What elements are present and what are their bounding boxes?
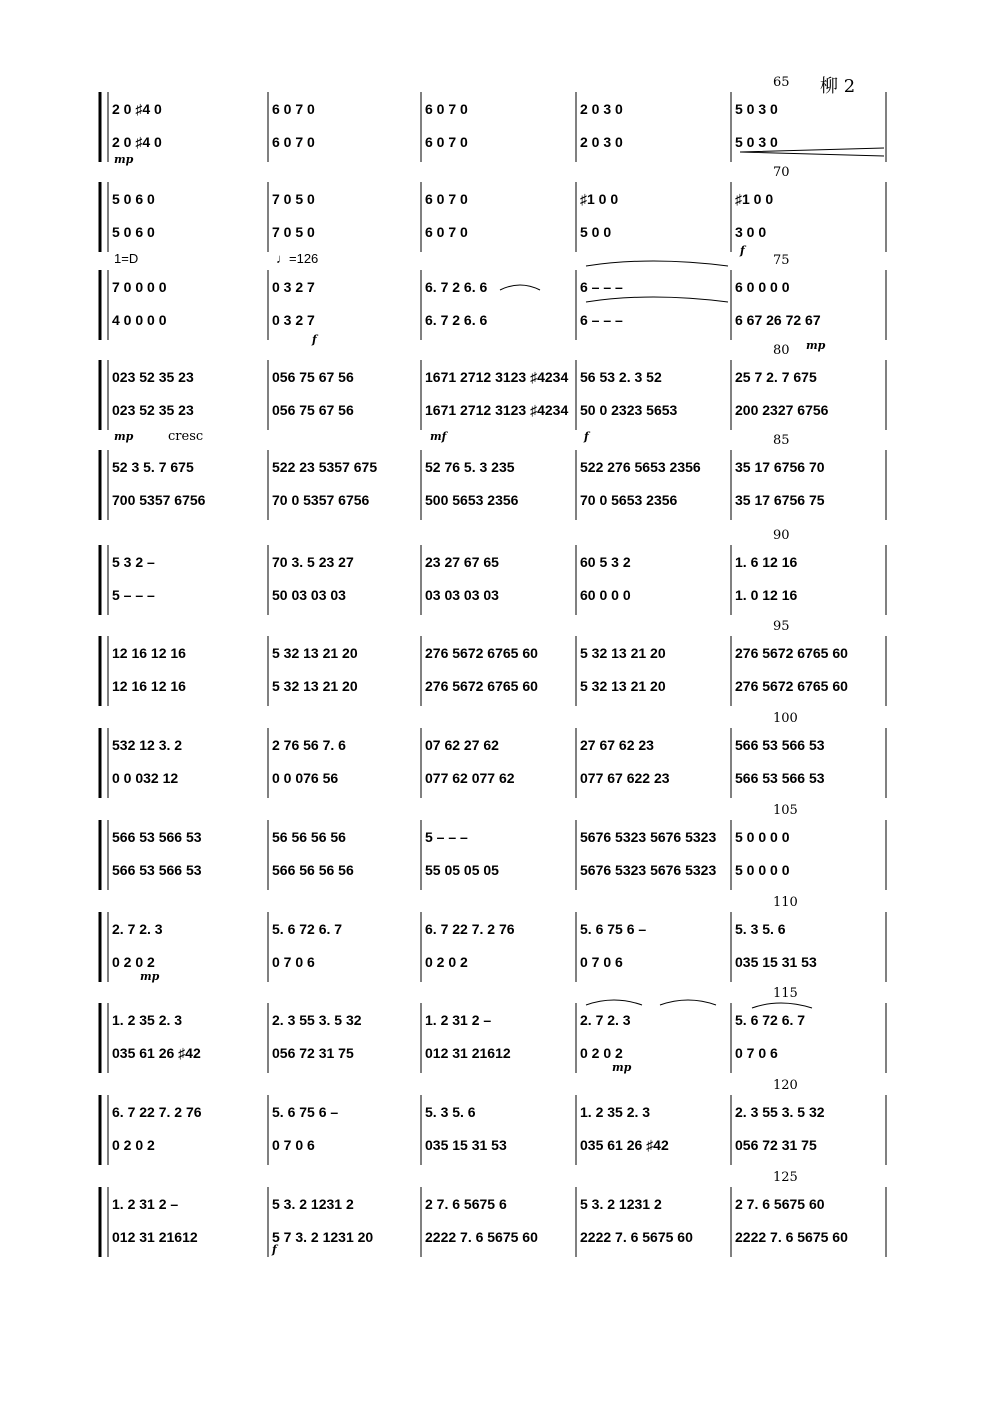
lower-part-measure: 0 0 032 12 [112, 770, 179, 786]
lower-part-measure: 023 52 35 23 [112, 402, 194, 418]
dynamic-f: f [740, 244, 745, 257]
lower-part-measure: 2 0 ♯4 0 [112, 134, 162, 150]
upper-part-measure: 056 75 67 56 [272, 369, 354, 385]
lower-part-measure: 4 0 0 0 0 [112, 312, 167, 328]
upper-part-measure: 23 27 67 65 [425, 554, 499, 570]
upper-part-measure: 56 56 56 56 [272, 829, 346, 845]
lower-part-measure: 056 72 31 75 [735, 1137, 817, 1153]
upper-part-measure: 7 0 0 0 0 [112, 279, 167, 295]
lower-part-measure: 0 0 076 56 [272, 770, 339, 786]
lower-part-measure: 5 0 0 0 0 [735, 862, 790, 878]
dynamic-mp: mp [612, 1061, 632, 1074]
lower-part-measure: 035 15 31 53 [425, 1137, 507, 1153]
upper-part-measure: 2 7. 6 5675 6 [425, 1196, 507, 1212]
lower-part-measure: 1. 0 12 16 [735, 587, 798, 603]
upper-part-measure: 5. 6 72 6. 7 [735, 1012, 806, 1028]
lower-part-measure: 056 75 67 56 [272, 402, 354, 418]
lower-part-measure: 2222 7. 6 5675 60 [580, 1229, 693, 1245]
lower-part-measure: 5 0 0 [580, 224, 612, 240]
measure-number: 115 [773, 986, 798, 1001]
upper-part-measure: 6 – – – [580, 279, 623, 295]
lower-part-measure: 0 2 0 2 [112, 1137, 155, 1153]
lower-part-measure: 12 16 12 16 [112, 678, 186, 694]
lower-part-measure: 6 – – – [580, 312, 623, 328]
lower-part-measure: 012 31 21612 [112, 1229, 198, 1245]
lower-part-measure: 50 03 03 03 [272, 587, 346, 603]
upper-part-measure: 1. 2 31 2 – [112, 1196, 179, 1212]
upper-part-measure: 7 0 5 0 [272, 191, 315, 207]
upper-part-measure: 2 7. 6 5675 60 [735, 1196, 825, 1212]
upper-part-measure: 6 0 7 0 [425, 191, 468, 207]
measure-number: 90 [773, 528, 790, 543]
upper-part-measure: 6 0 7 0 [272, 101, 315, 117]
upper-part-measure: 566 53 566 53 [112, 829, 202, 845]
measure-number: 100 [773, 711, 798, 726]
upper-part-measure: 56 53 2. 3 52 [580, 369, 662, 385]
upper-part-measure: 522 23 5357 675 [272, 459, 378, 475]
lower-part-measure: 0 7 0 6 [735, 1045, 778, 1061]
upper-part-measure: 1. 2 31 2 – [425, 1012, 492, 1028]
upper-part-measure: 70 3. 5 23 27 [272, 554, 354, 570]
lower-part-measure: 035 61 26 ♯42 [112, 1045, 201, 1061]
upper-part-measure: 52 76 5. 3 235 [425, 459, 515, 475]
upper-part-measure: 5 3 2 – [112, 554, 155, 570]
lower-part-measure: 5676 5323 5676 5323 [580, 862, 717, 878]
upper-part-measure: 2. 3 55 3. 5 32 [272, 1012, 362, 1028]
lower-part-measure: 70 0 5357 6756 [272, 492, 370, 508]
lower-part-measure: 3 0 0 [735, 224, 767, 240]
upper-part-measure: 6. 7 22 7. 2 76 [425, 921, 515, 937]
dynamic-mf: mf [430, 430, 447, 443]
lower-part-measure: 035 15 31 53 [735, 954, 817, 970]
lower-part-measure: 5 0 3 0 [735, 134, 778, 150]
lower-part-measure: 6 0 7 0 [425, 224, 468, 240]
upper-part-measure: 07 62 27 62 [425, 737, 499, 753]
lower-part-measure: 077 62 077 62 [425, 770, 515, 786]
lower-part-measure: 0 2 0 2 [580, 1045, 623, 1061]
upper-part-measure: 60 5 3 2 [580, 554, 631, 570]
lower-part-measure: 6 67 26 72 67 [735, 312, 821, 328]
upper-part-measure: 023 52 35 23 [112, 369, 194, 385]
lower-part-measure: 2222 7. 6 5675 60 [425, 1229, 538, 1245]
cresc-marking: cresc [168, 429, 204, 444]
lower-part-measure: 6. 7 2 6. 6 [425, 312, 488, 328]
upper-part-measure: 27 67 62 23 [580, 737, 654, 753]
dynamic-f: f [584, 430, 589, 443]
upper-part-measure: 5 – – – [425, 829, 468, 845]
lower-part-measure: 0 7 0 6 [272, 954, 315, 970]
measure-number: 85 [773, 433, 790, 448]
lower-part-measure: 35 17 6756 75 [735, 492, 825, 508]
lower-part-measure: 5 32 13 21 20 [272, 678, 358, 694]
upper-part-measure: 5 0 0 0 0 [735, 829, 790, 845]
upper-part-measure: 5. 3 5. 6 [735, 921, 786, 937]
lower-part-measure: 50 0 2323 5653 [580, 402, 678, 418]
upper-part-measure: 532 12 3. 2 [112, 737, 183, 753]
dynamic-mp: mp [114, 153, 134, 166]
lower-part-measure: 0 3 2 7 [272, 312, 315, 328]
dynamic-f: f [272, 1243, 277, 1256]
upper-part-measure: 5. 6 72 6. 7 [272, 921, 343, 937]
upper-part-measure: 6. 7 22 7. 2 76 [112, 1104, 202, 1120]
upper-part-measure: 5. 6 75 6 – [580, 921, 647, 937]
lower-part-measure: 55 05 05 05 [425, 862, 499, 878]
tie-arc [586, 261, 728, 266]
page-number-title: 柳 2 [820, 76, 856, 97]
upper-part-measure: 5676 5323 5676 5323 [580, 829, 717, 845]
measure-number: 125 [773, 1170, 798, 1185]
upper-part-measure: 35 17 6756 70 [735, 459, 825, 475]
lower-part-measure: 700 5357 6756 [112, 492, 206, 508]
upper-part-measure: 5 3. 2 1231 2 [272, 1196, 354, 1212]
measure-number: 95 [773, 619, 790, 634]
lower-part-measure: 0 7 0 6 [580, 954, 623, 970]
upper-part-measure: 6. 7 2 6. 6 [425, 279, 488, 295]
lower-part-measure: 0 2 0 2 [112, 954, 155, 970]
upper-part-measure: 1. 6 12 16 [735, 554, 798, 570]
measure-number: 75 [773, 253, 790, 268]
upper-part-measure: 1671 2712 3123 ♯4234 [425, 369, 569, 385]
upper-part-measure: 0 3 2 7 [272, 279, 315, 295]
upper-part-measure: 2 76 56 7. 6 [272, 737, 346, 753]
upper-part-measure: 2. 7 2. 3 [112, 921, 163, 937]
key-signature: 1=D [114, 251, 139, 266]
lower-part-measure: 276 5672 6765 60 [425, 678, 538, 694]
lower-part-measure: 70 0 5653 2356 [580, 492, 678, 508]
lower-part-measure: 0 7 0 6 [272, 1137, 315, 1153]
lower-part-measure: 566 56 56 56 [272, 862, 354, 878]
lower-part-measure: 6 0 7 0 [272, 134, 315, 150]
upper-part-measure: 6 0 7 0 [425, 101, 468, 117]
upper-part-measure: 2. 3 55 3. 5 32 [735, 1104, 825, 1120]
upper-part-measure: 276 5672 6765 60 [425, 645, 538, 661]
slur-arc [586, 1000, 642, 1005]
upper-part-measure: 5. 3 5. 6 [425, 1104, 476, 1120]
upper-part-measure: 5 32 13 21 20 [580, 645, 666, 661]
measure-number: 70 [773, 165, 790, 180]
lower-part-measure: 566 53 566 53 [735, 770, 825, 786]
lower-part-measure: 500 5653 2356 [425, 492, 519, 508]
dynamic-mp: mp [806, 339, 826, 352]
lower-part-measure: 566 53 566 53 [112, 862, 202, 878]
tie-arc [500, 285, 540, 290]
slur-arc [660, 1000, 716, 1005]
lower-part-measure: 1671 2712 3123 ♯4234 [425, 402, 569, 418]
upper-part-measure: 5 32 13 21 20 [272, 645, 358, 661]
measure-number: 120 [773, 1078, 798, 1093]
lower-part-measure: 03 03 03 03 [425, 587, 499, 603]
lower-part-measure: 5 32 13 21 20 [580, 678, 666, 694]
lower-part-measure: 200 2327 6756 [735, 402, 829, 418]
lower-part-measure: 056 72 31 75 [272, 1045, 354, 1061]
tempo-marking: ♩=126 [276, 251, 319, 266]
upper-part-measure: 2 0 3 0 [580, 101, 623, 117]
lower-part-measure: 276 5672 6765 60 [735, 678, 848, 694]
lower-part-measure: 0 2 0 2 [425, 954, 468, 970]
upper-part-measure: ♯1 0 0 [580, 191, 619, 207]
lower-part-measure: 5 – – – [112, 587, 155, 603]
lower-part-measure: 7 0 5 0 [272, 224, 315, 240]
upper-part-measure: 1. 2 35 2. 3 [580, 1104, 651, 1120]
measure-number: 110 [773, 895, 798, 910]
tie-arc [586, 297, 728, 302]
lower-part-measure: 5 0 6 0 [112, 224, 155, 240]
dynamic-f: f [312, 333, 317, 346]
upper-part-measure: 5 3. 2 1231 2 [580, 1196, 662, 1212]
lower-part-measure: 035 61 26 ♯42 [580, 1137, 669, 1153]
lower-part-measure: 2222 7. 6 5675 60 [735, 1229, 848, 1245]
upper-part-measure: 6 0 0 0 0 [735, 279, 790, 295]
upper-part-measure: 2. 7 2. 3 [580, 1012, 631, 1028]
dynamic-mp: mp [114, 430, 134, 443]
upper-part-measure: 5 0 6 0 [112, 191, 155, 207]
upper-part-measure: 52 3 5. 7 675 [112, 459, 194, 475]
lower-part-measure: 6 0 7 0 [425, 134, 468, 150]
upper-part-measure: 276 5672 6765 60 [735, 645, 848, 661]
upper-part-measure: 2 0 ♯4 0 [112, 101, 162, 117]
upper-part-measure: 12 16 12 16 [112, 645, 186, 661]
upper-part-measure: 5. 6 75 6 – [272, 1104, 339, 1120]
dynamic-mp: mp [140, 970, 160, 983]
upper-part-measure: 522 276 5653 2356 [580, 459, 701, 475]
measure-number: 80 [773, 343, 790, 358]
slur-arc [752, 1003, 812, 1008]
upper-part-measure: 1. 2 35 2. 3 [112, 1012, 183, 1028]
lower-part-measure: 077 67 622 23 [580, 770, 670, 786]
lower-part-measure: 2 0 3 0 [580, 134, 623, 150]
upper-part-measure: ♯1 0 0 [735, 191, 774, 207]
upper-part-measure: 25 7 2. 7 675 [735, 369, 817, 385]
measure-number: 105 [773, 803, 798, 818]
measure-number: 65 [773, 75, 790, 90]
lower-part-measure: 60 0 0 0 [580, 587, 631, 603]
upper-part-measure: 566 53 566 53 [735, 737, 825, 753]
lower-part-measure: 012 31 21612 [425, 1045, 511, 1061]
lower-part-measure: 5 7 3. 2 1231 20 [272, 1229, 374, 1245]
upper-part-measure: 5 0 3 0 [735, 101, 778, 117]
